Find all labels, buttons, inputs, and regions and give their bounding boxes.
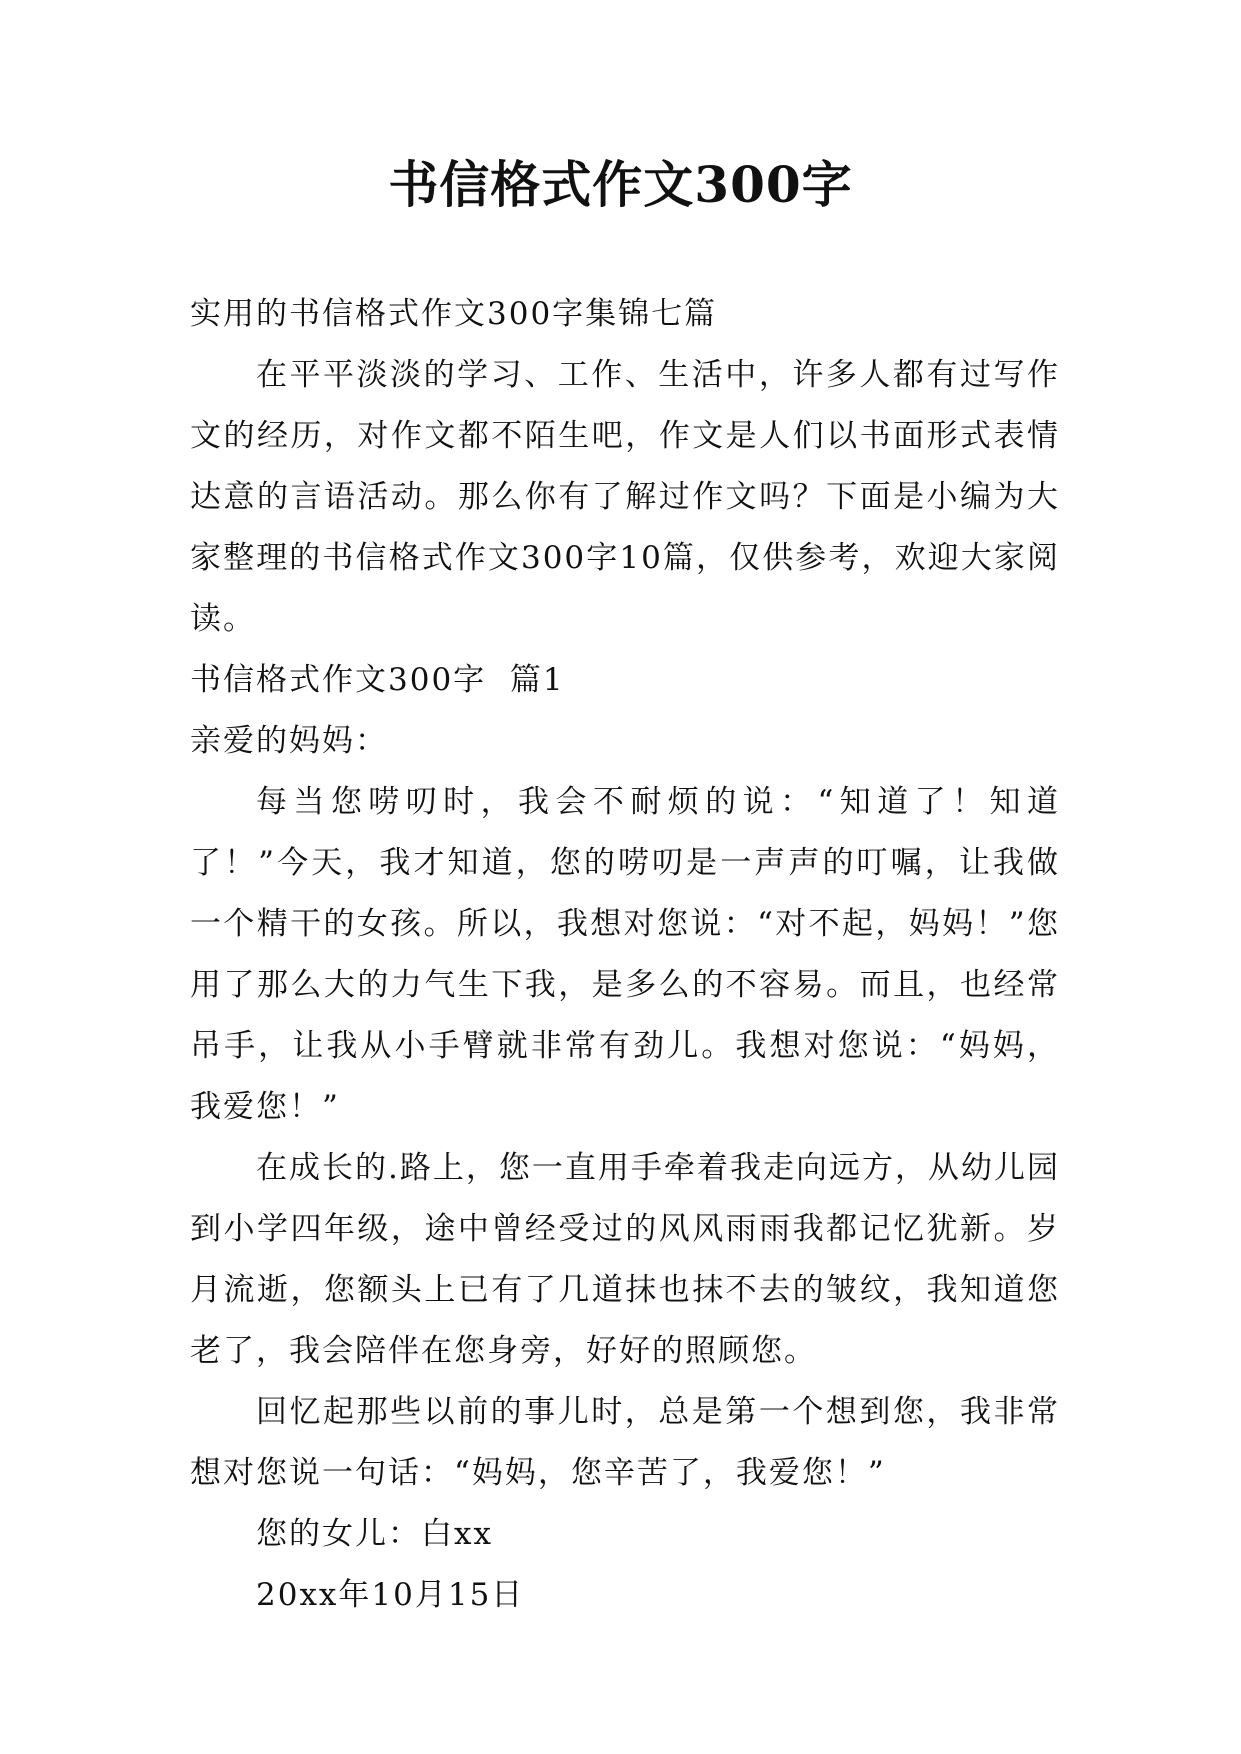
section-heading: 书信格式作文300字 篇1 xyxy=(190,662,565,698)
subtitle: 实用的书信格式作文300字集锦七篇 xyxy=(190,296,718,332)
letter-signature: 您的女儿：白xx xyxy=(256,1516,493,1552)
letter-salutation: 亲爱的妈妈： xyxy=(190,723,388,759)
document-body xyxy=(190,284,1060,1626)
letter-paragraph-2: 在成长的.路上，您一直用手牵着我走向远方，从幼儿园到小学四年级，途中曾经受过的风风雨雨我都记忆犹新。岁月流逝，您额头上已有了几道抹也抹不去的皱纹，我知道您老了，我会陪伴在您身旁，好好的照顾您。 xyxy=(190,1150,1060,1369)
letter-paragraph-1: 每当您唠叨时，我会不耐烦的说：“知道了！知道了！”今天，我才知道，您的唠叨是一声声的叮嘱，让我做一个精干的女孩。所以，我想对您说：“对不起，妈妈！”您用了那么大的力气生下我，是多么的不容易。而且，也经常吊手，让我从小手臂就非常有劲儿。我想对您说：“妈妈，我爱您！” xyxy=(190,784,1060,1125)
intro-paragraph: 在平平淡淡的学习、工作、生活中，许多人都有过写作文的经历，对作文都不陌生吧，作文是人们以书面形式表情达意的言语活动。那么你有了解过作文吗？下面是小编为大家整理的书信格式作文300字10篇，仅供参考，欢迎大家阅读。 xyxy=(190,357,1060,637)
letter-paragraph-3: 回忆起那些以前的事儿时，总是第一个想到您，我非常想对您说一句话：“妈妈，您辛苦了，我爱您！” xyxy=(190,1394,1060,1491)
document-title: 书信格式作文300字 xyxy=(388,155,853,214)
letter-date: 20xx年10月15日 xyxy=(256,1577,525,1613)
